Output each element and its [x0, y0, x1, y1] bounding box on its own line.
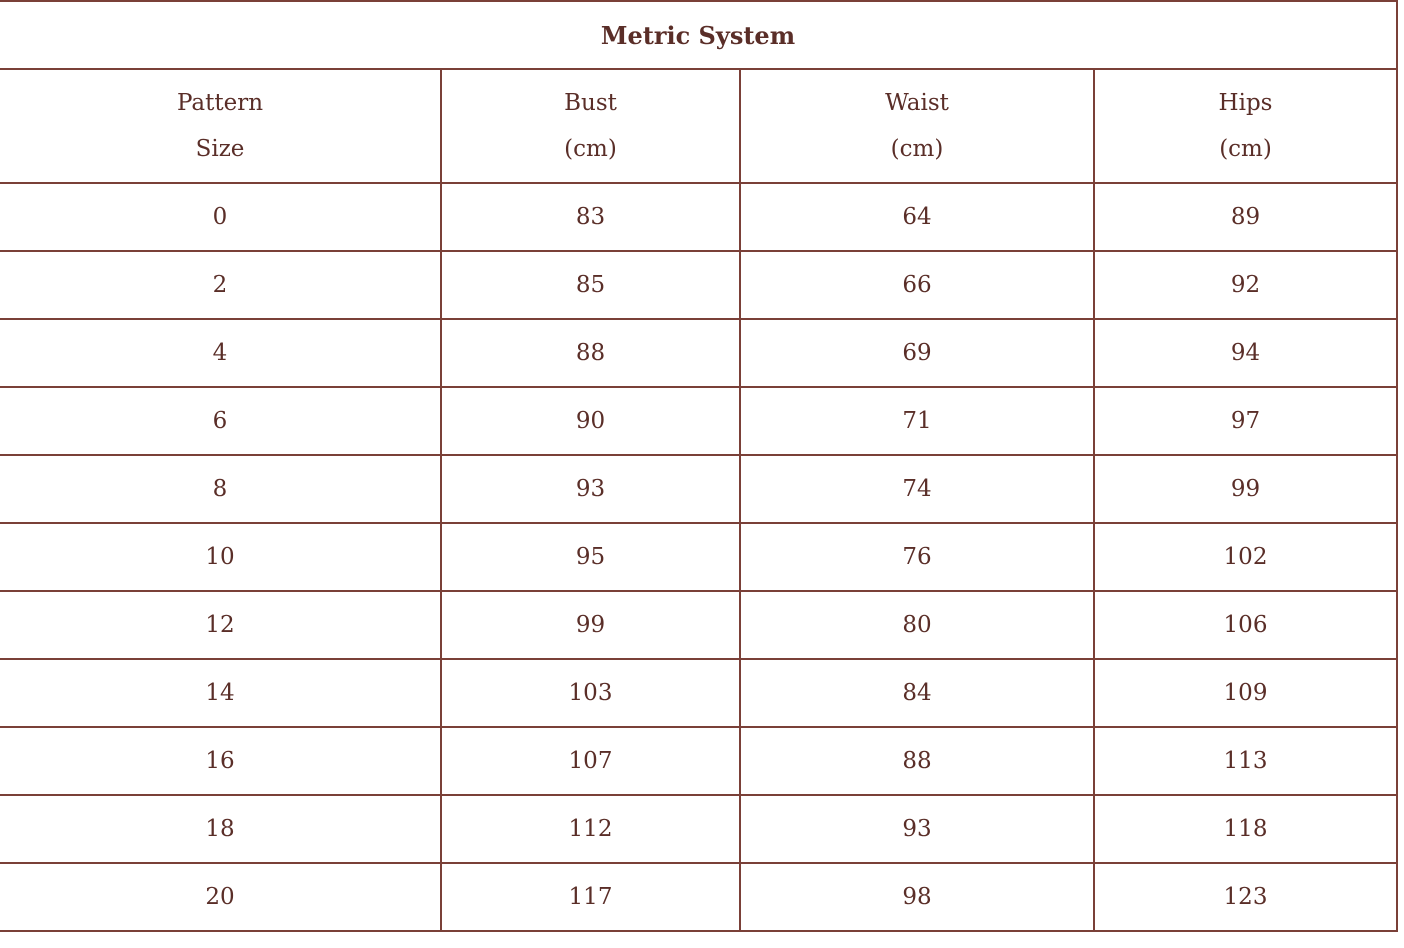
cell-hips: 123	[1094, 863, 1397, 931]
header-line: (cm)	[1219, 136, 1272, 162]
header-pattern-size	[0, 69, 441, 183]
cell-hips: 113	[1094, 727, 1397, 795]
cell-bust: 93	[441, 455, 740, 523]
header-row	[0, 69, 1397, 183]
header-line: Pattern	[176, 90, 264, 116]
cell-waist: 84	[740, 659, 1094, 727]
header-line: Waist	[885, 90, 949, 116]
cell-bust: 112	[441, 795, 740, 863]
table-row	[0, 727, 1397, 795]
table-title: Metric System	[0, 1, 1397, 69]
cell-hips: 99	[1094, 455, 1397, 523]
cell-bust: 95	[441, 523, 740, 591]
cell-waist: 76	[740, 523, 1094, 591]
cell-pattern-size: 16	[0, 727, 441, 795]
cell-waist: 80	[740, 591, 1094, 659]
cell-pattern-size: 10	[0, 523, 441, 591]
cell-pattern-size: 20	[0, 863, 441, 931]
cell-bust: 90	[441, 387, 740, 455]
header-line: (cm)	[890, 136, 944, 162]
cell-waist: 88	[740, 727, 1094, 795]
cell-pattern-size: 18	[0, 795, 441, 863]
header-line: Size	[195, 136, 245, 162]
table-row	[0, 455, 1397, 523]
cell-pattern-size: 4	[0, 319, 441, 387]
cell-hips: 102	[1094, 523, 1397, 591]
cell-pattern-size: 8	[0, 455, 441, 523]
cell-bust: 103	[441, 659, 740, 727]
cell-hips: 89	[1094, 183, 1397, 251]
cell-waist: 93	[740, 795, 1094, 863]
cell-hips: 109	[1094, 659, 1397, 727]
cell-waist: 98	[740, 863, 1094, 931]
cell-hips: 92	[1094, 251, 1397, 319]
cell-bust: 107	[441, 727, 740, 795]
table-row	[0, 523, 1397, 591]
table-row	[0, 251, 1397, 319]
cell-pattern-size: 2	[0, 251, 441, 319]
table-row	[0, 591, 1397, 659]
cell-waist: 64	[740, 183, 1094, 251]
cell-pattern-size: 14	[0, 659, 441, 727]
header-waist	[740, 69, 1094, 183]
cell-waist: 74	[740, 455, 1094, 523]
cell-bust: 83	[441, 183, 740, 251]
header-hips	[1094, 69, 1397, 183]
table-row	[0, 863, 1397, 931]
title-row	[0, 1, 1397, 69]
table-row	[0, 795, 1397, 863]
cell-waist: 69	[740, 319, 1094, 387]
cell-pattern-size: 6	[0, 387, 441, 455]
cell-hips: 94	[1094, 319, 1397, 387]
table-row	[0, 183, 1397, 251]
cell-bust: 99	[441, 591, 740, 659]
cell-pattern-size: 12	[0, 591, 441, 659]
cell-bust: 88	[441, 319, 740, 387]
header-line: (cm)	[564, 136, 617, 162]
cell-bust: 85	[441, 251, 740, 319]
header-line: Hips	[1218, 90, 1273, 116]
header-line: Bust	[564, 90, 617, 116]
table-row	[0, 319, 1397, 387]
cell-waist: 66	[740, 251, 1094, 319]
cell-bust: 117	[441, 863, 740, 931]
cell-hips: 118	[1094, 795, 1397, 863]
cell-hips: 106	[1094, 591, 1397, 659]
header-bust	[441, 69, 740, 183]
cell-waist: 71	[740, 387, 1094, 455]
cell-hips: 97	[1094, 387, 1397, 455]
table-row	[0, 387, 1397, 455]
cell-pattern-size: 0	[0, 183, 441, 251]
table-row	[0, 659, 1397, 727]
